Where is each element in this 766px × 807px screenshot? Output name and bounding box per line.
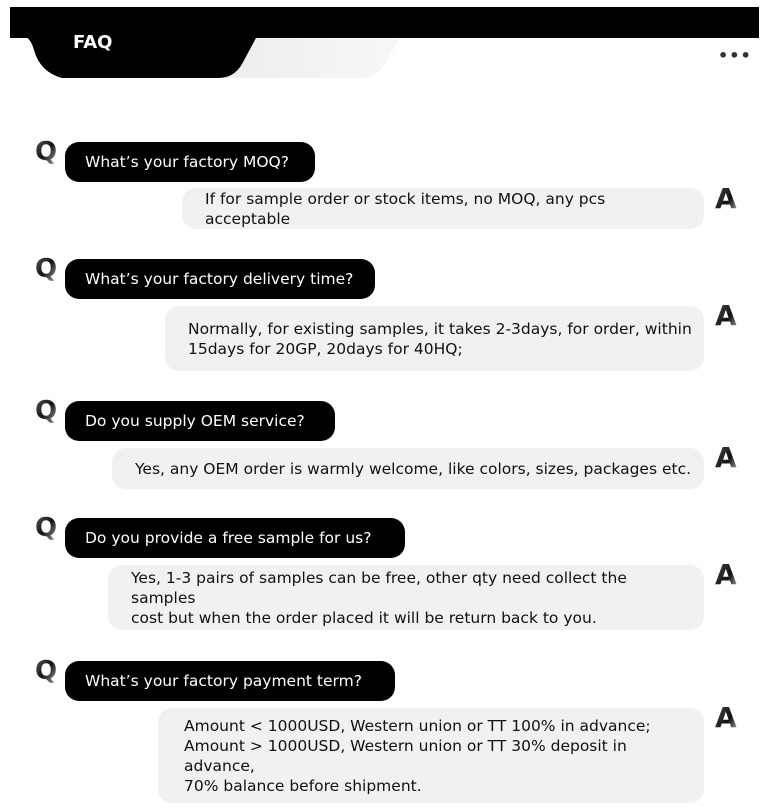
answer-text: Yes, any OEM order is warmly welcome, like colors, sizes, packages etc. xyxy=(135,459,692,478)
faq-question xyxy=(65,259,375,299)
page-title: FAQ xyxy=(73,32,113,53)
faq-question xyxy=(65,401,335,441)
question-text: What’s your factory delivery time? xyxy=(85,270,354,288)
svg-text:A: A xyxy=(715,560,737,588)
a-icon xyxy=(715,184,739,212)
faq-answer xyxy=(108,565,704,630)
more-dots-icon[interactable]: ••• xyxy=(718,46,752,65)
a-icon xyxy=(715,443,739,471)
svg-text:A: A xyxy=(715,184,737,212)
q-icon xyxy=(35,657,59,683)
answer-text: Yes, 1-3 pairs of samples can be free, other qty need collect the samples cost but when the order placed it will be return back to you. xyxy=(131,568,627,627)
answer-text: If for sample order or stock items, no MOQ, any pcs acceptable xyxy=(205,189,606,228)
faq-question xyxy=(65,661,395,701)
question-text: What’s your factory MOQ? xyxy=(85,153,289,171)
question-text: Do you supply OEM service? xyxy=(85,412,305,430)
svg-text:A: A xyxy=(715,703,737,731)
faq-question xyxy=(65,142,315,182)
a-icon xyxy=(715,560,739,588)
a-icon xyxy=(715,301,739,329)
faq-answer xyxy=(165,306,704,371)
a-icon xyxy=(715,703,739,731)
answer-text: Normally, for existing samples, it takes 2-3days, for order, within 15days for 20GP, 20days for 40HQ; xyxy=(188,319,692,358)
q-icon xyxy=(35,255,59,281)
q-icon xyxy=(35,514,59,540)
question-text: Do you provide a free sample for us? xyxy=(85,529,372,547)
question-text: What’s your factory payment term? xyxy=(85,672,362,690)
header-tab-shape xyxy=(0,0,766,90)
answer-text: Amount < 1000USD, Western union or TT 100% in advance; Amount > 1000USD, Western union or TT 30% deposit in advance, 70% balance before shipment. xyxy=(184,716,651,795)
faq-question xyxy=(65,518,405,558)
svg-text:Q: Q xyxy=(35,514,58,540)
q-icon xyxy=(35,138,59,164)
svg-text:Q: Q xyxy=(35,138,58,164)
q-icon xyxy=(35,397,59,423)
faq-answer xyxy=(182,188,704,229)
svg-text:Q: Q xyxy=(35,657,58,683)
svg-text:A: A xyxy=(715,443,737,471)
faq-answer xyxy=(112,448,704,489)
faq-answer xyxy=(158,708,704,803)
svg-text:Q: Q xyxy=(35,255,58,281)
svg-text:A: A xyxy=(715,301,737,329)
svg-text:Q: Q xyxy=(35,397,58,423)
